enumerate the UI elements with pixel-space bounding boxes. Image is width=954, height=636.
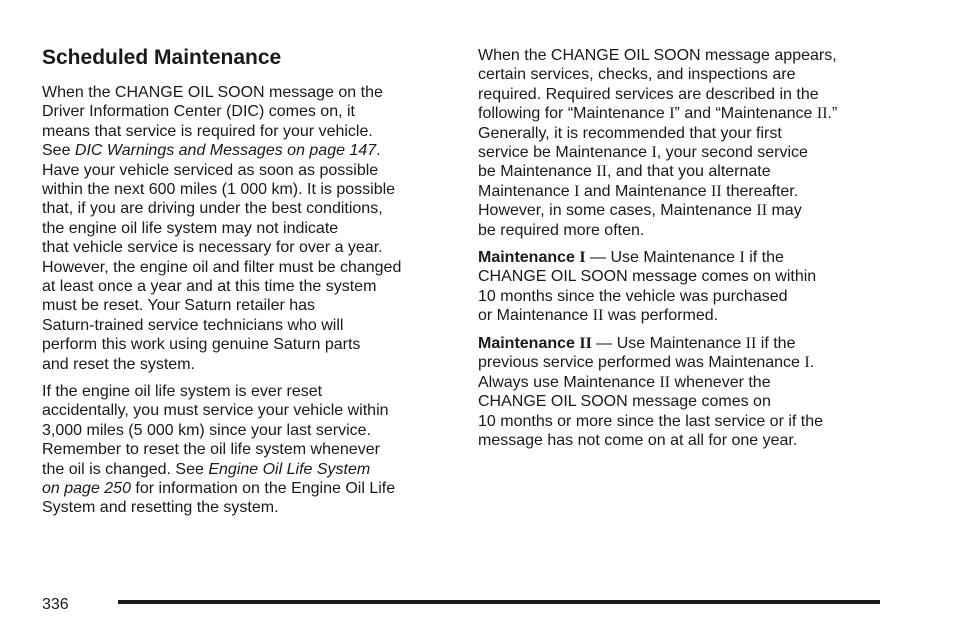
text-line: When the CHANGE OIL SOON message on the (42, 84, 383, 101)
text-line: CHANGE OIL SOON message comes on within (478, 268, 817, 286)
text-line: . (376, 142, 381, 160)
run-in-heading: Maintenance (478, 249, 580, 266)
text-line: be Maintenance (478, 163, 597, 181)
roman-numeral: I (574, 182, 580, 200)
text-line: .” (827, 105, 838, 123)
text-line: When the CHANGE OIL SOON message appears, (478, 47, 837, 64)
text-line: Have your vehicle serviced as soon as possible (42, 161, 379, 179)
roman-numeral: II (711, 182, 722, 200)
text-line: 3,000 miles (5 000 km) since your last service. (42, 421, 372, 439)
roman-numeral: I (739, 249, 745, 266)
text-line: . (809, 354, 815, 372)
roman-numeral: II (592, 307, 604, 325)
text-line: However, the engine oil and filter must be changed (42, 258, 402, 276)
text-line: thereafter. (721, 182, 799, 200)
roman-numeral: II (816, 105, 828, 123)
text-line: the oil is changed. See (42, 460, 209, 478)
text-line: message has not come on at all for one year. (478, 432, 798, 450)
section-heading: Scheduled Maintenance (42, 46, 282, 69)
text-line: Maintenance (478, 182, 575, 200)
text-line: may (767, 202, 802, 220)
text-line: — Use Maintenance (591, 335, 746, 352)
roman-numeral: II (745, 335, 757, 352)
text-line: Remember to reset the oil life system whenever (42, 441, 380, 459)
text-line: , and that you alternate (606, 163, 771, 181)
page-number: 336 (42, 596, 69, 613)
roman-numeral: I (579, 249, 586, 266)
text-line: , your second service (656, 144, 808, 162)
run-in-heading: Maintenance (478, 335, 580, 352)
text-line: that vehicle service is necessary for over a year. (42, 239, 383, 257)
text-line: if the (744, 249, 784, 266)
text-line: Always use Maintenance (478, 373, 660, 391)
text-line: must be reset. Your Saturn retailer has (42, 297, 316, 315)
cross-reference: DIC Warnings and Messages on page 147 (74, 142, 377, 160)
right-paragraph-3 (478, 334, 823, 450)
text-line: or Maintenance (478, 307, 593, 325)
roman-numeral: I (651, 144, 657, 162)
text-line: within the next 600 miles (1 000 km). It is possible (42, 181, 396, 199)
text-line: was performed. (603, 307, 719, 325)
left-paragraph-1 (42, 83, 401, 374)
roman-numeral: II (579, 335, 592, 352)
text-line: if the (756, 335, 796, 352)
left-paragraph-2 (42, 382, 395, 518)
text-line: service be Maintenance (478, 144, 652, 162)
roman-numeral: II (756, 202, 768, 220)
text-line: be required more often. (478, 221, 645, 239)
roman-numeral: I (804, 354, 810, 372)
text-line: at least once a year and at this time the system (42, 278, 377, 296)
roman-numeral: I (669, 105, 675, 123)
text-line: See (42, 142, 75, 160)
text-line: Driver Information Center (DIC) comes on, it (42, 103, 355, 121)
text-line: and Maintenance (579, 182, 712, 200)
text-line: If the engine oil life system is ever reset (42, 383, 323, 400)
right-paragraph-1 (478, 46, 837, 240)
right-paragraph-2 (478, 248, 816, 326)
text-line: following for “Maintenance (478, 105, 670, 123)
text-line: perform this work using genuine Saturn parts (42, 336, 361, 354)
cross-reference: Engine Oil Life System (208, 460, 371, 478)
text-line: that, if you are driving under the best conditions, (42, 200, 383, 218)
text-line: 10 months since the vehicle was purchased (478, 287, 788, 305)
text-line: certain services, checks, and inspections are (478, 66, 796, 84)
text-line: Saturn-trained service technicians who will (42, 316, 344, 334)
text-line: means that service is required for your vehicle. (42, 122, 373, 140)
text-line: whenever the (670, 373, 771, 391)
text-line: CHANGE OIL SOON message comes on (478, 393, 771, 411)
text-line: the engine oil life system may not indicate (42, 219, 339, 237)
text-line: 10 months or more since the last service or if the (478, 412, 824, 430)
text-line: and reset the system. (42, 355, 195, 373)
text-line: for information on the Engine Oil Life (130, 480, 396, 498)
text-line: ” and “Maintenance (674, 105, 817, 123)
roman-numeral: II (659, 373, 671, 391)
text-line: Generally, it is recommended that your first (478, 124, 782, 142)
text-line: previous service performed was Maintenance (478, 354, 805, 372)
footer-rule (118, 600, 880, 604)
cross-reference: on page 250 (42, 480, 131, 498)
text-line: System and resetting the system. (42, 499, 279, 517)
text-line: — Use Maintenance (585, 249, 740, 266)
text-line: However, in some cases, Maintenance (478, 202, 757, 220)
text-line: accidentally, you must service your vehicle within (42, 402, 389, 420)
roman-numeral: II (596, 163, 607, 181)
text-line: required. Required services are described in the (478, 85, 819, 103)
